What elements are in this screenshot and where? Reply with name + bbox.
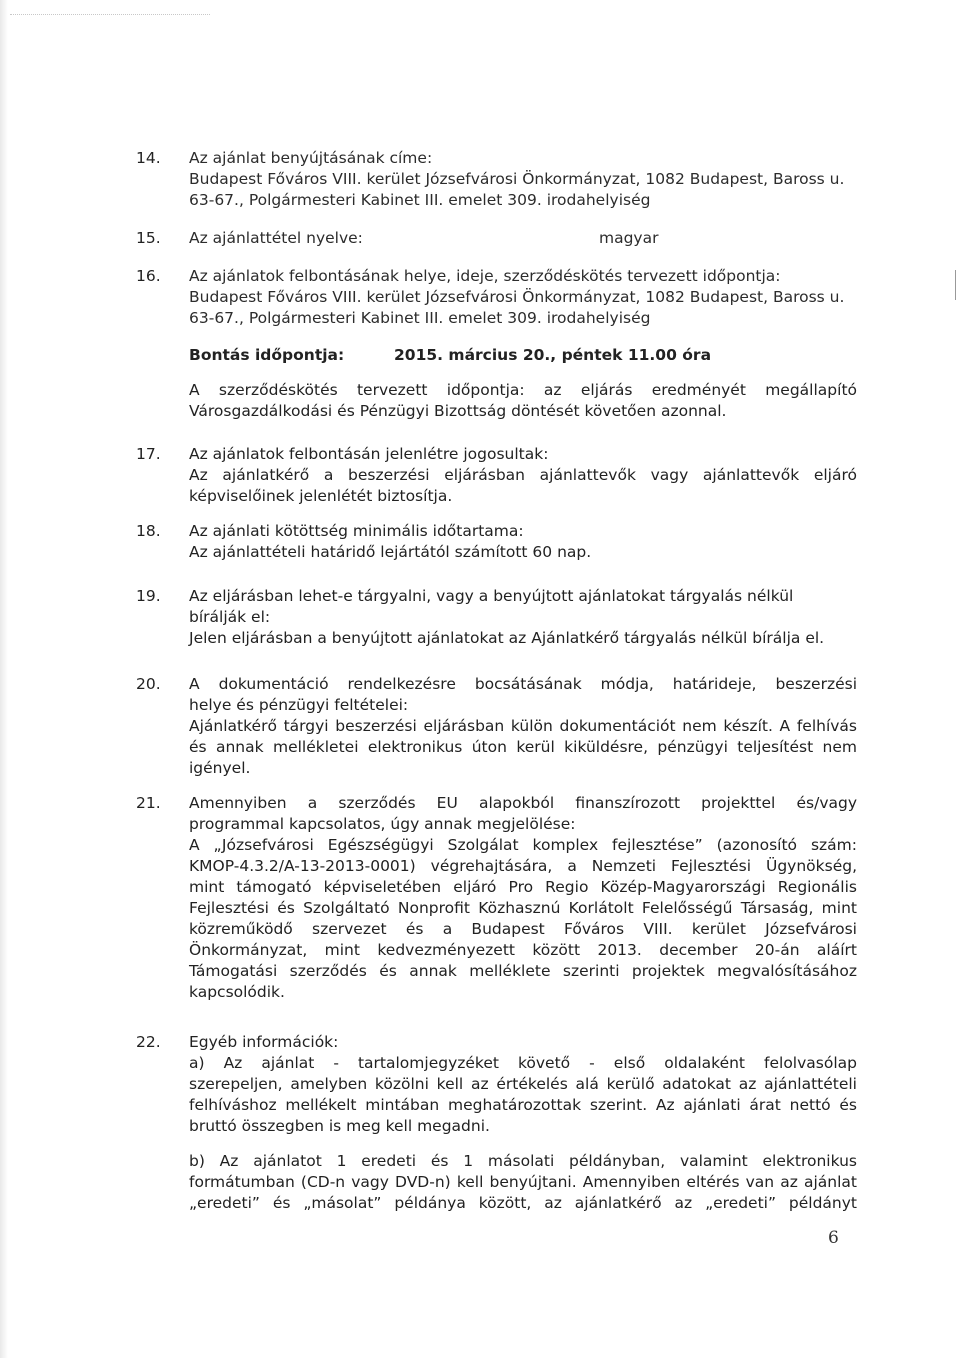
scan-top-artifact bbox=[10, 14, 210, 17]
section-heading-line: Az eljárásban lehet-e tárgyalni, vagy a benyújtott ajánlatokat tárgyalás nélkül bbox=[189, 587, 794, 605]
paragraph-line: képviselőinek jelenlétét biztosítja. bbox=[189, 487, 453, 505]
section-heading: Az ajánlat benyújtásának címe: bbox=[189, 149, 433, 167]
paragraph-line: A szerződéskötés tervezett időpontja: az eljárás eredményét megállapító bbox=[189, 381, 857, 399]
paragraph-line: Az ajánlatkérő a beszerzési eljárásban ajánlattevők vagy ajánlattevők eljáró bbox=[189, 466, 857, 484]
section-number: 19. bbox=[136, 587, 161, 605]
paragraph-line: kapcsolódik. bbox=[189, 983, 285, 1001]
address-line: 63-67., Polgármesteri Kabinet III. emelet 309. irodahelyiség bbox=[189, 309, 651, 327]
paragraph-line: Városgazdálkodási és Pénzügyi Bizottság döntését követően azonnal. bbox=[189, 402, 727, 420]
paragraph-line: felhíváshoz mellékelt mintában meghatározottak szerint. Az ajánlati árat nettó és bbox=[189, 1096, 857, 1114]
margin-mark bbox=[955, 270, 958, 300]
paragraph-line: szerepeljen, amelyben közölni kell az értékelés alá kerülő adatokat az ajánlattételi bbox=[189, 1075, 857, 1093]
opening-date-row bbox=[189, 345, 857, 366]
section-number: 16. bbox=[136, 267, 161, 285]
paragraph-line: a) Az ajánlat - tartalomjegyzéket követő - első oldalaként felolvasólap bbox=[189, 1054, 857, 1072]
paragraph-line: Fejlesztési és Szolgáltató Nonprofit Közhasznú Korlátolt Felelősségű Társaság, mint bbox=[189, 899, 857, 917]
paragraph-line: és annak mellékletei elektronikus úton kerül kiküldésre, pénzügyi teljesítést nem bbox=[189, 738, 857, 756]
opening-date-label: Bontás időpontja: bbox=[189, 346, 345, 364]
section-number: 18. bbox=[136, 522, 161, 540]
section-number: 14. bbox=[136, 149, 161, 167]
paragraph-line: Önkormányzat, mint kedvezményezett között 2013. december 20-án aláírt bbox=[189, 941, 857, 959]
section-heading-line: A dokumentáció rendelkezésre bocsátásának módja, határideje, beszerzési bbox=[189, 675, 857, 693]
paragraph-line: Ajánlatkérő tárgyi beszerzési eljárásban külön dokumentációt nem készít. A felhívás bbox=[189, 717, 857, 735]
language-value: magyar bbox=[599, 229, 659, 247]
page-number: 6 bbox=[828, 1228, 839, 1248]
section-heading: Egyéb információk: bbox=[189, 1033, 339, 1051]
paragraph-line: A „Józsefvárosi Egészségügyi Szolgálat komplex fejlesztése” (azonosító szám: bbox=[189, 836, 857, 854]
section-heading-line: Amennyiben a szerződés EU alapokból finanszírozott projekttel és/vagy bbox=[189, 794, 857, 812]
section-heading: Az ajánlattétel nyelve: bbox=[189, 229, 363, 247]
paragraph-line: Az ajánlattételi határidő lejártától számított 60 nap. bbox=[189, 543, 592, 561]
section-heading-line: bírálják el: bbox=[189, 608, 271, 626]
scan-edge-shadow bbox=[0, 0, 8, 1358]
section-number: 22. bbox=[136, 1033, 161, 1051]
section-heading: Az ajánlatok felbontásának helye, ideje, szerződéskötés tervezett időpontja: bbox=[189, 267, 781, 285]
paragraph-line: bruttó összegben is meg kell megadni. bbox=[189, 1117, 490, 1135]
paragraph-line: formátumban (CD-n vagy DVD-n) kell benyújtani. Amennyiben eltérés van az ajánlat bbox=[189, 1173, 857, 1191]
section-number: 15. bbox=[136, 229, 161, 247]
section-heading: Az ajánlatok felbontásán jelenlétre jogosultak: bbox=[189, 445, 549, 463]
address-line: 63-67., Polgármesteri Kabinet III. emelet 309. irodahelyiség bbox=[189, 191, 651, 209]
paragraph-line: közreműködő szervezet és a Budapest Főváros VIII. kerület Józsefvárosi bbox=[189, 920, 857, 938]
section-heading: Az ajánlati kötöttség minimális időtartama: bbox=[189, 522, 524, 540]
contract-date-paragraph bbox=[189, 380, 857, 422]
paragraph-line: Jelen eljárásban a benyújtott ajánlatokat az Ajánlatkérő tárgyalás nélkül bírálja el. bbox=[189, 629, 825, 647]
section-number: 17. bbox=[136, 445, 161, 463]
paragraph-line: KMOP-4.3.2/A-13-2013-0001) végrehajtására, a Nemzeti Fejlesztési Ügynökség, bbox=[189, 857, 857, 875]
paragraph-line: mint támogató képviseletében eljáró Pro Regio Közép-Magyarországi Regionális bbox=[189, 878, 857, 896]
paragraph-line: igényel. bbox=[189, 759, 251, 777]
section-number: 21. bbox=[136, 794, 161, 812]
paragraph-line: Támogatási szerződés és annak melléklete szerinti projektek megvalósításához bbox=[189, 962, 857, 980]
section-heading-line: helye és pénzügyi feltételei: bbox=[189, 696, 409, 714]
section-number: 20. bbox=[136, 675, 161, 693]
section-heading-line: programmal kapcsolatos, úgy annak megjelölése: bbox=[189, 815, 576, 833]
address-line: Budapest Főváros VIII. kerület Józsefvárosi Önkormányzat, 1082 Budapest, Baross u. bbox=[189, 288, 845, 306]
paragraph-line: „eredeti” és „másolat” példánya között, az ajánlatkérő az „eredeti” példányt bbox=[189, 1194, 857, 1212]
opening-date-value: 2015. március 20., péntek 11.00 óra bbox=[394, 346, 712, 364]
address-line: Budapest Főváros VIII. kerület Józsefvárosi Önkormányzat, 1082 Budapest, Baross u. bbox=[189, 170, 845, 188]
paragraph-line: b) Az ajánlatot 1 eredeti és 1 másolati példányban, valamint elektronikus bbox=[189, 1152, 857, 1170]
